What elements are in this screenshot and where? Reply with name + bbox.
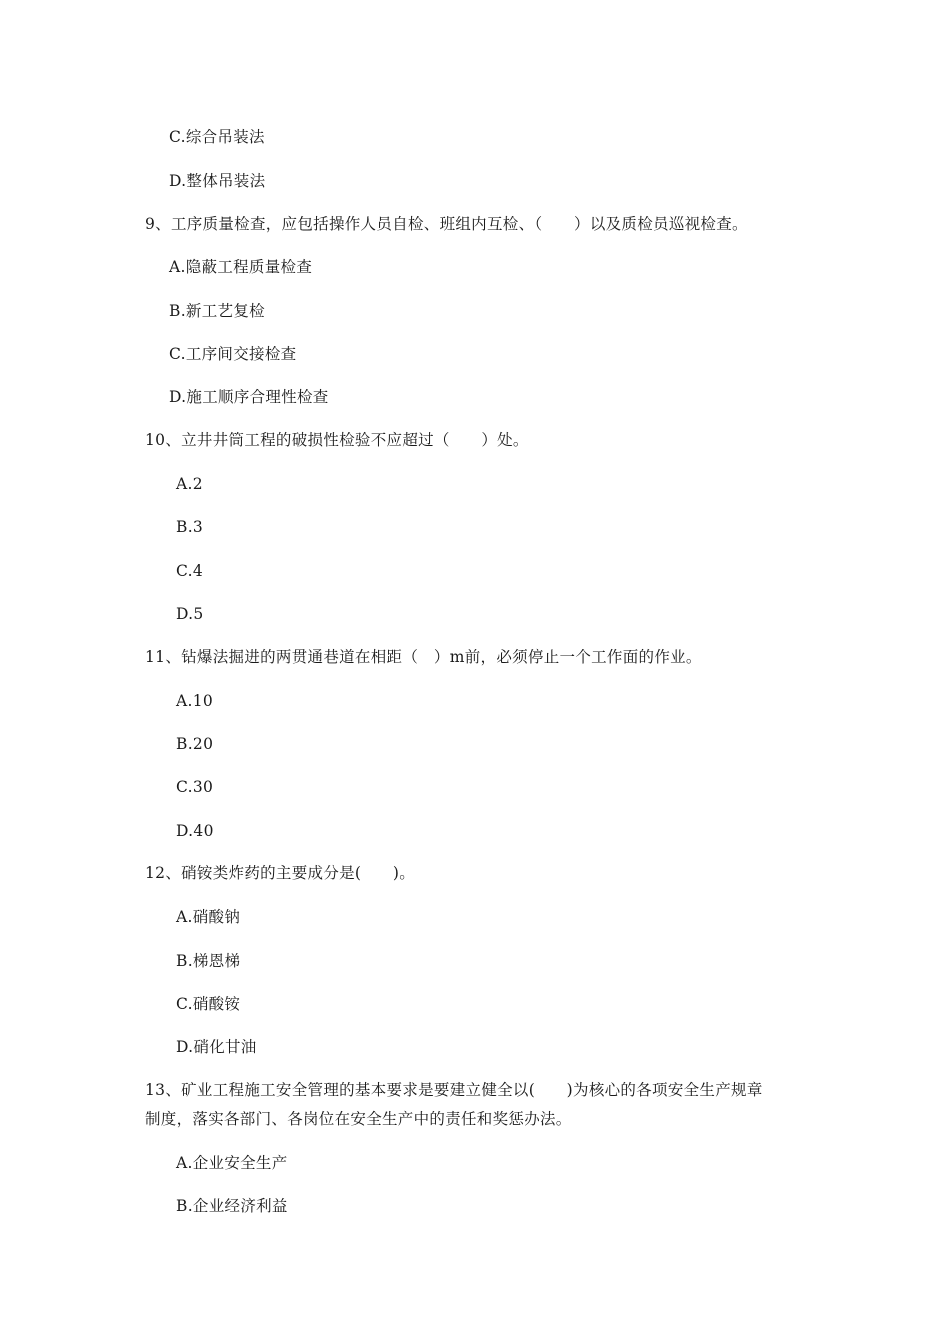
option-d-q8: D.整体吊装法 [169, 172, 266, 190]
option-b-q9: B.新工艺复检 [169, 302, 265, 320]
option-c-q11: C.30 [176, 778, 214, 796]
question-10: 10、立井井筒工程的破损性检验不应超过（ ）处。 [145, 431, 529, 449]
option-b-q11: B.20 [176, 735, 214, 753]
option-a-q12: A.硝酸钠 [176, 908, 241, 926]
question-13-continued: 制度，落实各部门、各岗位在安全生产中的责任和奖惩办法。 [145, 1110, 572, 1128]
option-a-q13: A.企业安全生产 [176, 1154, 288, 1172]
option-b-q10: B.3 [176, 518, 204, 536]
question-12: 12、硝铵类炸药的主要成分是( )。 [145, 864, 416, 882]
question-13: 13、矿业工程施工安全管理的基本要求是要建立健全以( )为核心的各项安全生产规章 [145, 1081, 763, 1099]
option-b-q13: B.企业经济利益 [176, 1197, 288, 1215]
option-a-q11: A.10 [176, 692, 214, 710]
question-11: 11、钻爆法掘进的两贯通巷道在相距（ ）m前，必须停止一个工作面的作业。 [145, 648, 702, 666]
option-d-q12: D.硝化甘油 [176, 1038, 257, 1056]
option-c-q12: C.硝酸铵 [176, 995, 241, 1013]
option-a-q10: A.2 [176, 475, 203, 493]
question-9: 9、工序质量检查，应包括操作人员自检、班组内互检、（ ）以及质检员巡视检查。 [145, 215, 748, 233]
option-d-q11: D.40 [176, 822, 214, 840]
option-d-q10: D.5 [176, 605, 204, 623]
option-b-q12: B.梯恩梯 [176, 952, 241, 970]
option-c-q9: C.工序间交接检查 [169, 345, 297, 363]
option-a-q9: A.隐蔽工程质量检查 [169, 258, 313, 276]
option-c-q8: C.综合吊装法 [169, 128, 265, 146]
option-c-q10: C.4 [176, 562, 203, 580]
option-d-q9: D.施工顺序合理性检查 [169, 388, 329, 406]
